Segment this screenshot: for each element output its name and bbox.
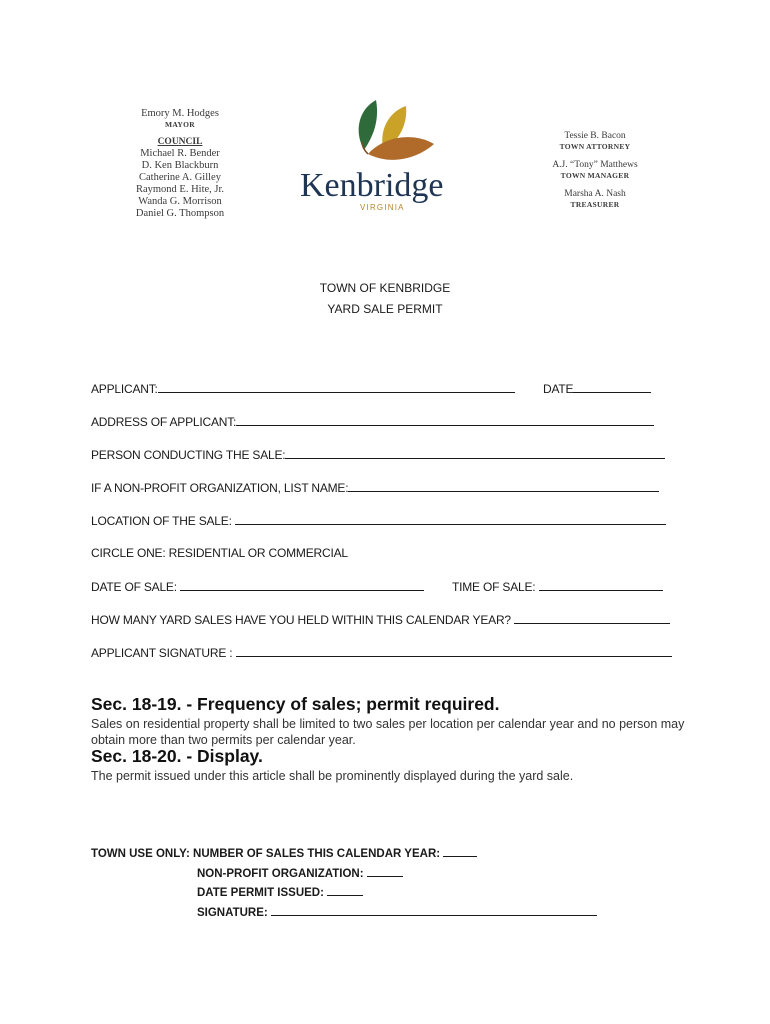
date-field[interactable] [543,381,651,396]
town-use-signature [197,904,597,919]
mayor-name: Emory M. Hodges [141,108,219,119]
council-member: Wanda G. Morrison [138,196,222,207]
signature-label: APPLICANT SIGNATURE : [91,646,236,660]
location-line[interactable] [235,513,666,525]
officials-block [520,131,670,210]
how-many-field[interactable] [91,612,670,627]
council-member: D. Ken Blackburn [141,160,219,171]
town-nonprofit-line[interactable] [367,865,403,877]
address-line[interactable] [236,414,654,426]
section-heading: Sec. 18-20. - Display. [91,746,263,766]
town-use-number-of-sales [91,845,477,860]
council-member: Catherine A. Gilley [139,172,221,183]
attorney-name: Tessie B. Bacon [564,131,626,141]
time-of-sale-label: TIME OF SALE: [452,580,539,594]
number-of-sales-label: NUMBER OF SALES THIS CALENDAR YEAR: [193,848,444,860]
date-of-sale-label: DATE OF SALE: [91,580,180,594]
council-member: Raymond E. Hite, Jr. [135,184,225,195]
location-field[interactable] [91,513,666,528]
logo-wordmark: Kenbridge [300,167,444,204]
date-of-sale-line[interactable] [180,579,424,591]
signature-line[interactable] [236,645,672,657]
applicant-line[interactable] [158,381,515,393]
applicant-field[interactable] [91,381,515,396]
date-label: DATE [543,382,574,396]
kenbridge-logo [298,92,478,222]
page-title: TOWN OF KENBRIDGE [319,281,451,295]
date-line[interactable] [573,381,651,393]
person-line[interactable] [285,447,665,459]
attorney-role: TOWN ATTORNEY [559,142,631,151]
address-label: ADDRESS OF APPLICANT: [91,415,237,429]
council-block [110,108,250,220]
town-use-date-issued [197,884,363,899]
town-nonprofit-label: NON-PROFIT ORGANIZATION: [197,868,367,880]
mayor-role: MAYOR [165,120,195,129]
person-label: PERSON CONDUCTING THE SALE: [91,448,286,462]
time-of-sale-field[interactable] [452,579,663,594]
date-issued-label: DATE PERMIT ISSUED: [197,887,328,899]
treasurer-role: TREASURER [570,200,620,209]
page-subtitle: YARD SALE PERMIT [327,302,443,316]
section-body: The permit issued under this article shall be prominently displayed during the yard sale. [91,769,574,783]
leaves-icon [298,92,478,222]
number-of-sales-line[interactable] [443,845,477,857]
logo-subtitle: VIRGINIA [360,203,405,212]
town-use-prefix: TOWN USE ONLY: [91,848,194,860]
nonprofit-field[interactable] [91,480,659,495]
town-signature-line[interactable] [271,904,597,916]
location-label: LOCATION OF THE SALE: [91,514,235,528]
town-use-nonprofit [197,865,403,880]
town-signature-label: SIGNATURE: [197,907,271,919]
section-heading: Sec. 18-19. - Frequency of sales; permit required. [91,694,500,714]
how-many-label: HOW MANY YARD SALES HAVE YOU HELD WITHIN THIS CALENDAR YEAR? [91,613,515,627]
council-member: Michael R. Bender [140,148,220,159]
section-body: Sales on residential property shall be limited to two sales per location per calendar year and no person may obtain more than two permits per calendar year. [91,717,685,747]
address-field[interactable] [91,414,654,429]
manager-role: TOWN MANAGER [560,171,630,180]
nonprofit-line[interactable] [348,480,659,492]
how-many-line[interactable] [514,612,670,624]
council-label: COUNCIL [157,137,203,147]
council-member: Daniel G. Thompson [135,208,225,219]
date-issued-line[interactable] [327,884,363,896]
circle-one-text: CIRCLE ONE: RESIDENTIAL OR COMMERCIAL [91,546,348,560]
signature-field[interactable] [91,645,672,660]
time-of-sale-line[interactable] [539,579,663,591]
person-field[interactable] [91,447,665,462]
manager-name: A.J. “Tony” Matthews [552,160,638,170]
date-of-sale-field[interactable] [91,579,424,594]
treasurer-name: Marsha A. Nash [564,189,626,199]
nonprofit-label: IF A NON-PROFIT ORGANIZATION, LIST NAME: [91,481,349,495]
applicant-label: APPLICANT: [91,382,158,396]
